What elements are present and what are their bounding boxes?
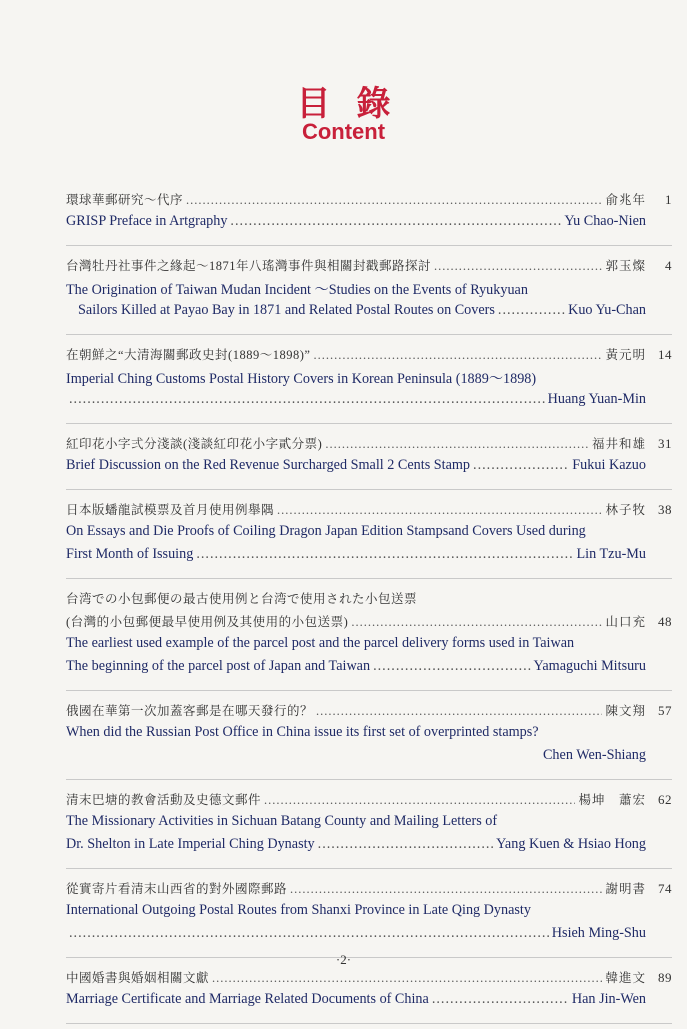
page-number: 1 [665, 192, 672, 207]
table-of-contents [66, 185, 672, 1029]
dot-leader [434, 259, 602, 274]
chinese-author: 福井和雄 [591, 437, 646, 451]
chinese-author: 謝明書 [605, 882, 646, 896]
english-author: Chen Wen-Shiang [542, 747, 646, 763]
chinese-author: 林子牧 [605, 503, 646, 517]
dot-leader [212, 971, 602, 986]
dot-leader [230, 213, 561, 230]
page-title-english: Content [301, 119, 386, 144]
toc-entry[interactable] [66, 696, 672, 780]
english-title-line2: First Month of Issuing [66, 546, 194, 562]
dot-leader [290, 882, 602, 897]
chinese-title: 環球華郵研究～代序 [66, 193, 184, 207]
dot-leader [69, 391, 545, 408]
dot-leader [264, 793, 575, 808]
chinese-title-line1: 台湾での小包郵便の最古使用例と台湾で使用された小包送票 [66, 592, 418, 606]
page-number: 89 [658, 970, 672, 985]
dot-leader [325, 437, 589, 452]
chinese-title: 日本版蟠龍試模票及首月使用例舉隅 [66, 503, 275, 517]
dot-leader [313, 348, 602, 363]
chinese-title: 在朝鮮之“大清海關郵政史封(1889～1898)” [66, 348, 311, 362]
english-title: Brief Discussion on the Red Revenue Surcharged Small 2 Cents Stamp [66, 457, 471, 473]
dot-leader [186, 193, 602, 208]
page-title-chinese: 目錄 [296, 84, 417, 124]
english-author: Yang Kuen & Hsiao Hong [496, 836, 646, 852]
page-number: 48 [658, 614, 672, 629]
english-title: The Origination of Taiwan Mudan Incident ～Studies on the Events of Ryukyuan [66, 282, 528, 298]
english-title-line2: Dr. Shelton in Late Imperial Ching Dynasty [66, 836, 315, 852]
toc-entry[interactable] [66, 495, 672, 579]
english-title-line2: The beginning of the parcel post of Japan and Taiwan [66, 658, 371, 674]
chinese-title: 中國婚書與婚姻相關文獻 [66, 971, 210, 985]
chinese-author: 楊坤 蕭宏 [578, 793, 646, 807]
english-title: Imperial Ching Customs Postal History Covers in Korean Peninsula (1889～1898) [66, 371, 537, 387]
toc-entry[interactable] [66, 185, 672, 246]
toc-entry[interactable] [66, 963, 672, 1024]
english-title: GRISP Preface in Artgraphy [66, 213, 228, 229]
english-author: Yamaguchi Mitsuru [533, 658, 646, 674]
english-author: Huang Yuan-Min [547, 391, 646, 407]
chinese-author: 山口充 [605, 615, 646, 629]
chinese-author: 陳文翔 [605, 704, 646, 718]
english-author: Han Jin-Wen [571, 991, 646, 1007]
toc-entry[interactable] [66, 340, 672, 424]
dot-leader [277, 503, 602, 518]
chinese-author: 俞兆年 [605, 193, 646, 207]
page-number: 4 [665, 258, 672, 273]
english-author: Lin Tzu-Mu [576, 546, 646, 562]
chinese-author: 韓進文 [605, 971, 646, 985]
page-number: 57 [658, 703, 672, 718]
english-title: Marriage Certificate and Marriage Related Documents of China [66, 991, 429, 1007]
chinese-title: 俄國在華第一次加蓋客郵是在哪天發行的？ [66, 704, 314, 718]
english-title: International Outgoing Postal Routes from Shanxi Province in Late Qing Dynasty [66, 902, 531, 918]
toc-entry[interactable] [66, 874, 672, 958]
chinese-author: 黃元明 [605, 348, 646, 362]
page-number: 38 [658, 502, 672, 517]
chinese-title: 台灣牡丹社事件之緣起～1871年八瑤灣事件與相關封戳郵路探討 [66, 259, 432, 273]
english-author: Fukui Kazuo [572, 457, 646, 473]
dot-leader [351, 615, 602, 630]
dot-leader [316, 704, 602, 719]
chinese-author: 郭玉燦 [605, 259, 646, 273]
chinese-title: 從實寄片看清末山西省的對外國際郵路 [66, 882, 288, 896]
dot-leader [69, 925, 549, 942]
page-number: 14 [658, 347, 672, 362]
dot-leader [473, 457, 569, 474]
chinese-title: (台灣的小包郵便最早使用例及其使用的小包送票) [66, 615, 349, 629]
english-title: The earliest used example of the parcel post and the parcel delivery forms used in Taiwan [66, 635, 575, 651]
dot-leader [498, 302, 565, 319]
toc-entry[interactable] [66, 785, 672, 869]
toc-entry[interactable] [66, 584, 672, 691]
english-author: Kuo Yu-Chan [568, 302, 646, 318]
page-number: 31 [658, 436, 672, 451]
english-title: On Essays and Die Proofs of Coiling Dragon Japan Edition Stampsand Covers Used during [66, 523, 586, 539]
dot-leader [373, 658, 530, 675]
toc-entry[interactable] [66, 251, 672, 335]
english-title-line2: Sailors Killed at Payao Bay in 1871 and Related Postal Routes on Covers [78, 302, 495, 318]
chinese-title: 清末巴塘的教會活動及史德文郵件 [66, 793, 262, 807]
page-number: 74 [658, 881, 672, 896]
chinese-title: 紅印花小字弍分淺談(淺談紅印花小字貳分票) [66, 437, 323, 451]
page-number: 62 [658, 792, 672, 807]
page-number-footer: ·2· [335, 952, 352, 967]
dot-leader [196, 546, 573, 563]
english-title: When did the Russian Post Office in China issue its first set of overprinted stamps? [66, 724, 539, 740]
toc-entry[interactable] [66, 429, 672, 490]
english-author: Yu Chao-Nien [564, 213, 646, 229]
dot-leader [318, 836, 493, 853]
english-author: Hsieh Ming-Shu [551, 925, 646, 941]
english-title: The Missionary Activities in Sichuan Batang County and Mailing Letters of [66, 813, 498, 829]
